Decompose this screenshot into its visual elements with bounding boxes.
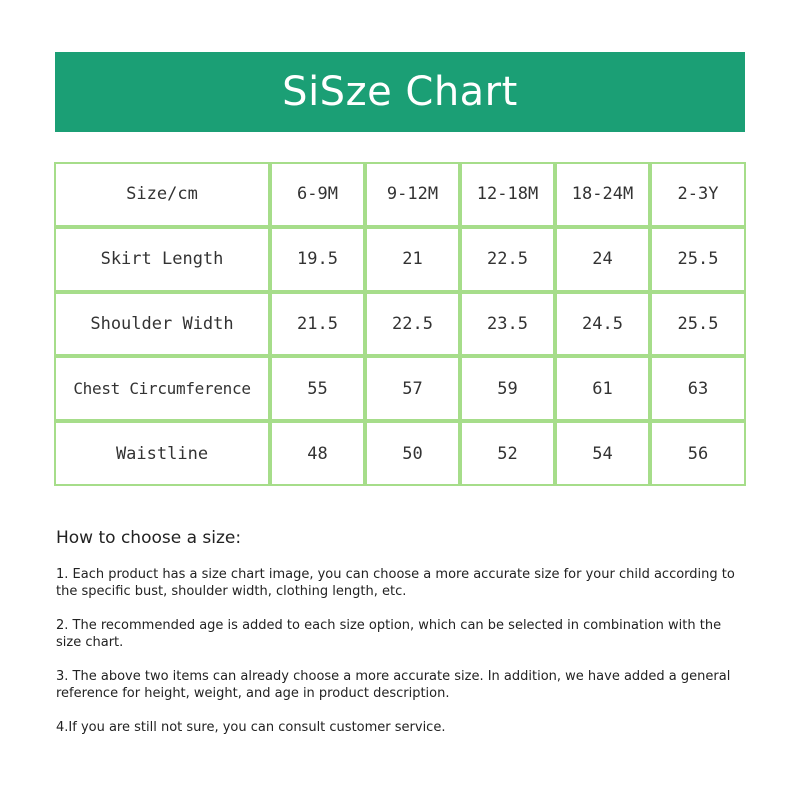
header-cell: 9-12M bbox=[365, 162, 460, 227]
table-cell: 61 bbox=[555, 356, 650, 421]
guide-heading: How to choose a size: bbox=[56, 528, 242, 548]
row-label: Chest Circumference bbox=[54, 356, 270, 421]
table-cell: 59 bbox=[460, 356, 555, 421]
row-label: Waistline bbox=[54, 421, 270, 486]
size-chart-table bbox=[54, 162, 746, 486]
header-cell: 6-9M bbox=[270, 162, 365, 227]
guide-item: 2. The recommended age is added to each size option, which can be selected in combination with the size chart. bbox=[56, 618, 722, 650]
table-cell: 22.5 bbox=[460, 227, 555, 292]
table-row bbox=[54, 421, 746, 486]
title-banner bbox=[55, 52, 745, 132]
guide-item: 4.If you are still not sure, you can consult customer service. bbox=[56, 720, 446, 735]
table-row bbox=[54, 356, 746, 421]
guide-item: 3. The above two items can already choose a more accurate size. In addition, we have added a general reference for height, weight, and age in product description. bbox=[56, 669, 731, 701]
table-cell: 52 bbox=[460, 421, 555, 486]
table-cell: 25.5 bbox=[650, 292, 746, 357]
header-cell: 12-18M bbox=[460, 162, 555, 227]
table-row bbox=[54, 227, 746, 292]
size-guide bbox=[56, 526, 746, 753]
table-row bbox=[54, 292, 746, 357]
header-cell: 2-3Y bbox=[650, 162, 746, 227]
table-cell: 55 bbox=[270, 356, 365, 421]
table-cell: 57 bbox=[365, 356, 460, 421]
table-cell: 50 bbox=[365, 421, 460, 486]
page-title: SiSze Chart bbox=[282, 69, 518, 115]
table-cell: 25.5 bbox=[650, 227, 746, 292]
table-cell: 24.5 bbox=[555, 292, 650, 357]
table-header-row bbox=[54, 162, 746, 227]
header-cell: 18-24M bbox=[555, 162, 650, 227]
table-cell: 22.5 bbox=[365, 292, 460, 357]
row-label: Shoulder Width bbox=[54, 292, 270, 357]
table-cell: 19.5 bbox=[270, 227, 365, 292]
table-cell: 24 bbox=[555, 227, 650, 292]
table-cell: 63 bbox=[650, 356, 746, 421]
table-cell: 21 bbox=[365, 227, 460, 292]
table-cell: 21.5 bbox=[270, 292, 365, 357]
row-label: Skirt Length bbox=[54, 227, 270, 292]
table-cell: 54 bbox=[555, 421, 650, 486]
header-cell: Size/cm bbox=[54, 162, 270, 227]
table-cell: 23.5 bbox=[460, 292, 555, 357]
table-cell: 48 bbox=[270, 421, 365, 486]
table-cell: 56 bbox=[650, 421, 746, 486]
guide-item: 1. Each product has a size chart image, you can choose a more accurate size for your child according to the specific bust, shoulder width, clothing length, etc. bbox=[56, 567, 735, 599]
